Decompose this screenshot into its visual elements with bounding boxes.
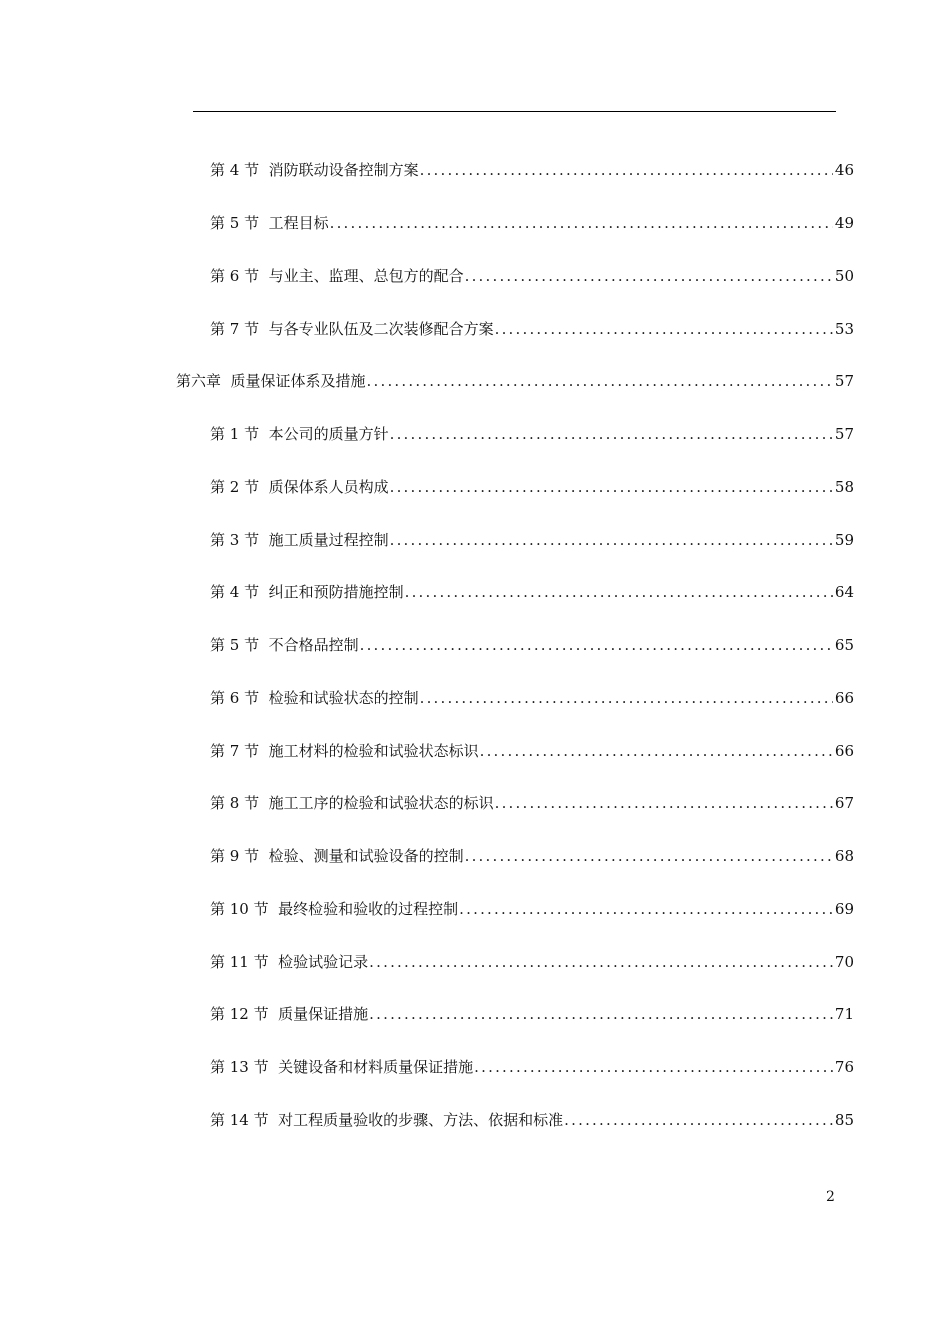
toc-entry-page: 57 bbox=[834, 425, 854, 443]
dot-leader bbox=[459, 897, 833, 921]
toc-entry-page: 64 bbox=[834, 583, 854, 601]
dot-leader bbox=[495, 791, 833, 815]
toc-entry[interactable] bbox=[210, 317, 854, 341]
toc-entry-label: 第 1 节 本公司的质量方针 bbox=[210, 425, 389, 443]
toc-entry-page: 49 bbox=[834, 214, 854, 232]
toc-entry[interactable] bbox=[210, 739, 854, 763]
toc-entry[interactable] bbox=[210, 264, 854, 288]
toc-entry-label: 第 2 节 质保体系人员构成 bbox=[210, 478, 389, 496]
dot-leader bbox=[390, 422, 833, 446]
toc-entry[interactable] bbox=[210, 1108, 854, 1132]
toc-entry-page: 57 bbox=[834, 372, 854, 390]
toc-entry-chapter[interactable] bbox=[176, 369, 854, 393]
toc-entry-page: 70 bbox=[834, 953, 854, 971]
toc-entry-page: 59 bbox=[834, 531, 854, 549]
dot-leader bbox=[390, 528, 833, 552]
toc-entry-label: 第 6 节 检验和试验状态的控制 bbox=[210, 689, 419, 707]
toc-entry-label: 第 7 节 施工材料的检验和试验状态标识 bbox=[210, 742, 479, 760]
page-number: 2 bbox=[826, 1189, 835, 1205]
dot-leader bbox=[564, 1108, 833, 1132]
toc-entry[interactable] bbox=[210, 528, 854, 552]
toc-entry[interactable] bbox=[210, 158, 854, 182]
dot-leader bbox=[474, 1055, 833, 1079]
toc-entry-page: 85 bbox=[834, 1111, 854, 1129]
toc-entry-page: 71 bbox=[834, 1005, 854, 1023]
toc-entry-label: 第 9 节 检验、测量和试验设备的控制 bbox=[210, 847, 464, 865]
toc-entry-label: 第 5 节 不合格品控制 bbox=[210, 636, 359, 654]
toc-entry-page: 46 bbox=[834, 161, 854, 179]
toc-entry[interactable] bbox=[210, 950, 854, 974]
toc-entry-label: 第六章 质量保证体系及措施 bbox=[176, 372, 366, 390]
dot-leader bbox=[420, 686, 833, 710]
dot-leader bbox=[367, 369, 833, 393]
dot-leader bbox=[495, 317, 833, 341]
dot-leader bbox=[480, 739, 833, 763]
toc-entry-label: 第 8 节 施工工序的检验和试验状态的标识 bbox=[210, 794, 494, 812]
toc-entry[interactable] bbox=[210, 422, 854, 446]
toc-entry-page: 76 bbox=[834, 1058, 854, 1076]
toc-entry-page: 53 bbox=[834, 320, 854, 338]
toc-entry-label: 第 10 节 最终检验和验收的过程控制 bbox=[210, 900, 459, 918]
toc-entry-page: 69 bbox=[834, 900, 854, 918]
toc-entry-page: 67 bbox=[834, 794, 854, 812]
toc-entry-label: 第 5 节 工程目标 bbox=[210, 214, 329, 232]
toc-entry-page: 50 bbox=[834, 267, 854, 285]
toc-entry-label: 第 3 节 施工质量过程控制 bbox=[210, 531, 389, 549]
dot-leader bbox=[465, 844, 833, 868]
toc-entry-label: 第 11 节 检验试验记录 bbox=[210, 953, 369, 971]
toc-entry-label: 第 7 节 与各专业队伍及二次装修配合方案 bbox=[210, 320, 494, 338]
dot-leader bbox=[330, 211, 833, 235]
toc-entry[interactable] bbox=[210, 686, 854, 710]
toc-entry[interactable] bbox=[210, 633, 854, 657]
dot-leader bbox=[420, 158, 833, 182]
toc-entry-page: 68 bbox=[834, 847, 854, 865]
toc-entry-page: 66 bbox=[834, 742, 854, 760]
dot-leader bbox=[369, 1002, 833, 1026]
toc-entry[interactable] bbox=[210, 1002, 854, 1026]
toc-entry-page: 66 bbox=[834, 689, 854, 707]
dot-leader bbox=[405, 580, 833, 604]
dot-leader bbox=[369, 950, 833, 974]
toc-entry-label: 第 4 节 消防联动设备控制方案 bbox=[210, 161, 419, 179]
toc-entry[interactable] bbox=[210, 897, 854, 921]
toc-entry-label: 第 12 节 质量保证措施 bbox=[210, 1005, 369, 1023]
toc-entry-page: 58 bbox=[834, 478, 854, 496]
toc-entry[interactable] bbox=[210, 844, 854, 868]
toc-entry[interactable] bbox=[210, 475, 854, 499]
dot-leader bbox=[465, 264, 833, 288]
dot-leader bbox=[360, 633, 833, 657]
toc-entry[interactable] bbox=[210, 791, 854, 815]
toc-entry-label: 第 4 节 纠正和预防措施控制 bbox=[210, 583, 404, 601]
toc-entry[interactable] bbox=[210, 1055, 854, 1079]
toc-entry-label: 第 6 节 与业主、监理、总包方的配合 bbox=[210, 267, 464, 285]
toc-entry-label: 第 14 节 对工程质量验收的步骤、方法、依据和标准 bbox=[210, 1111, 564, 1129]
toc-entry[interactable] bbox=[210, 211, 854, 235]
toc-entry-label: 第 13 节 关键设备和材料质量保证措施 bbox=[210, 1058, 474, 1076]
toc-entry-page: 65 bbox=[834, 636, 854, 654]
toc-entry[interactable] bbox=[210, 580, 854, 604]
dot-leader bbox=[390, 475, 833, 499]
